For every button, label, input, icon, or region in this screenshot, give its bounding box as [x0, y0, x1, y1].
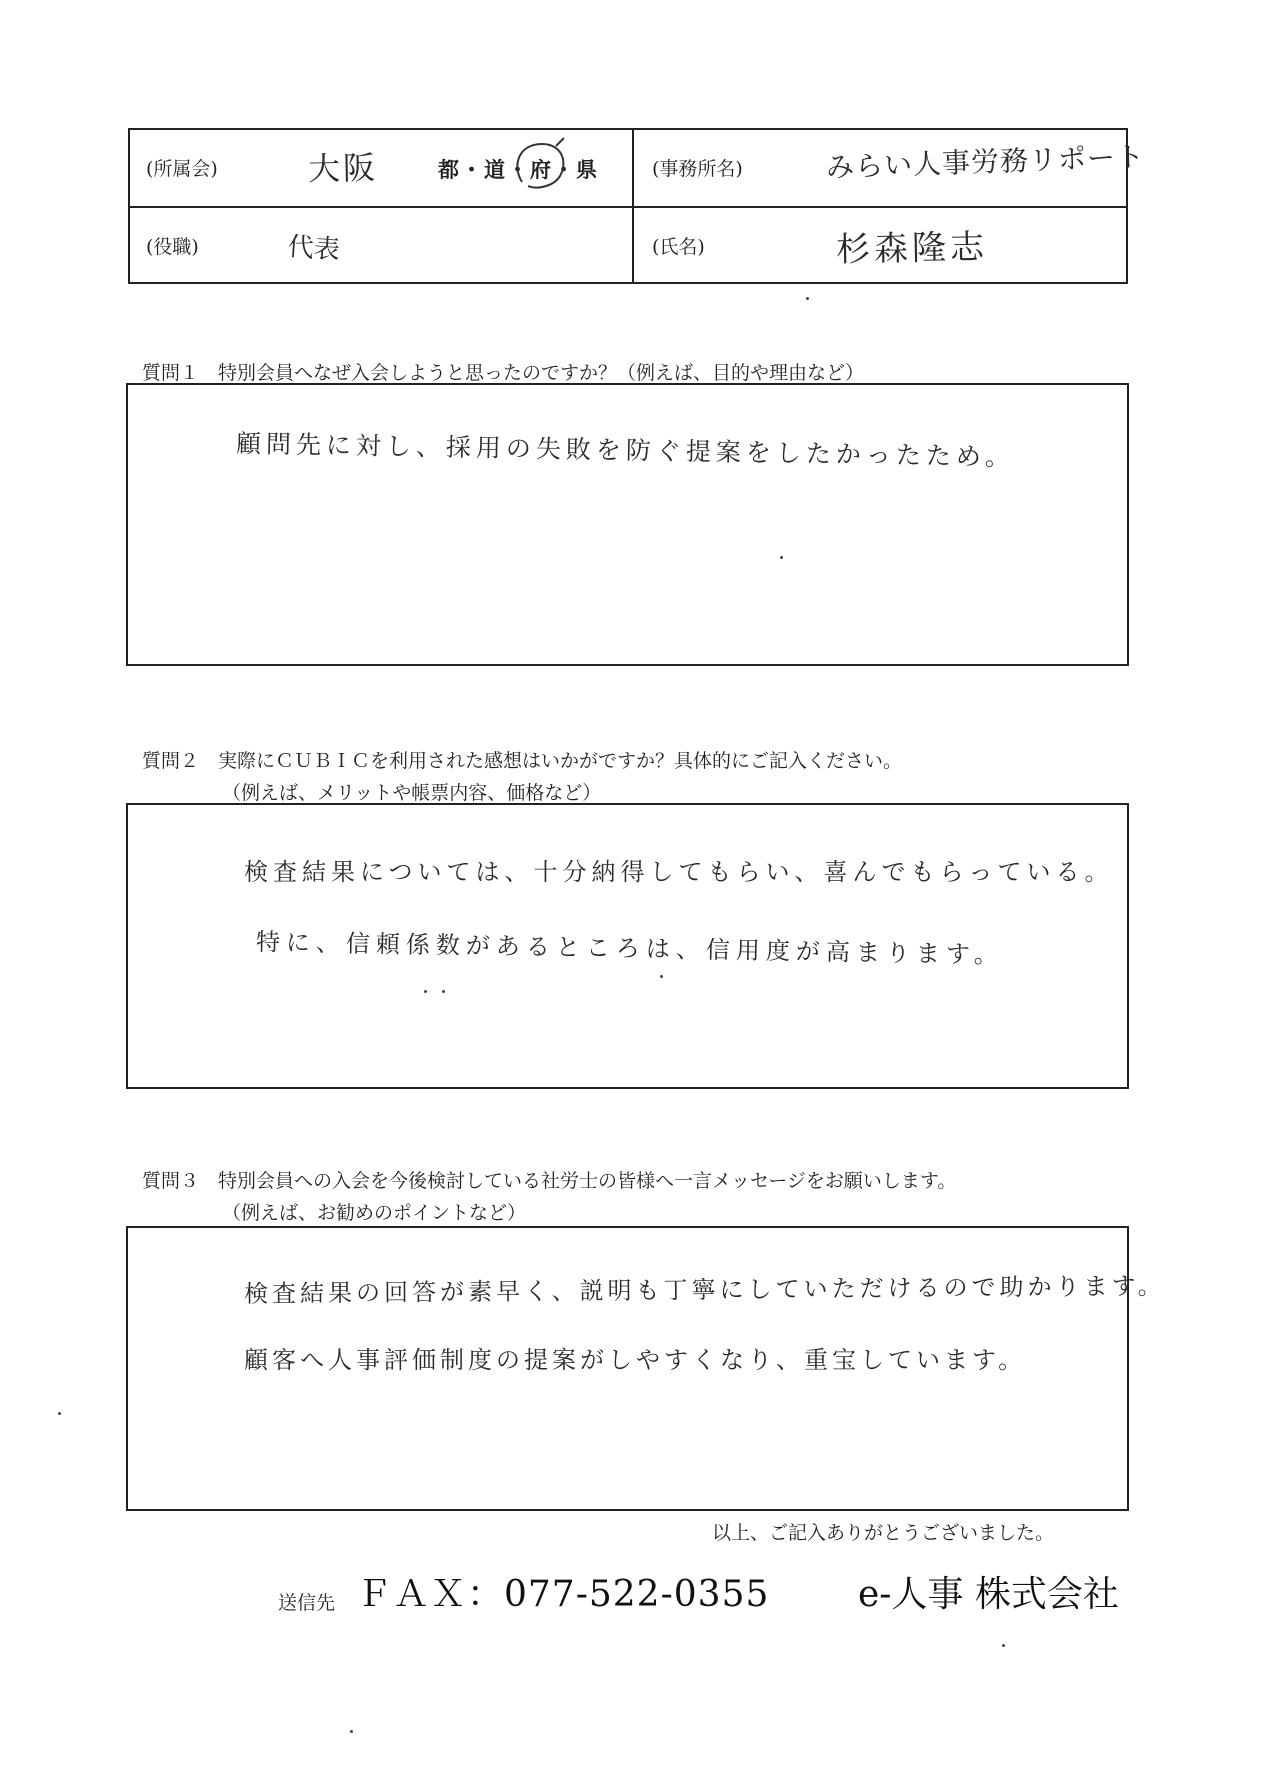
table-divider-horizontal: [130, 206, 1126, 208]
send-to-label: 送信先: [278, 1592, 336, 1614]
fax-number: ＦＡＸ：077-522-0355: [356, 1574, 770, 1615]
prefecture-options: 都・道・府・県: [438, 157, 599, 182]
question-3-title: 質問３ 特別会員への入会を今後検討している社労士の皆様へ一言メッセージをお願いします。: [142, 1170, 957, 1192]
question-1-title: 質問１ 特別会員へなぜ入会しようと思ったのですか？（例えば、目的や理由など）: [142, 362, 865, 384]
question-3-answer-line-1: 検査結果の回答が素早く、説明も丁寧にしていただけるので助かります。: [243, 1271, 1166, 1308]
position-label: (役職): [146, 236, 199, 258]
scan-speck: [424, 990, 427, 993]
scan-speck: [1002, 1644, 1005, 1647]
selection-circle-mark: [508, 136, 572, 194]
question-3-subtitle: （例えば、お勧めのポイントなど）: [222, 1202, 527, 1224]
affiliation-value: 大阪: [307, 148, 379, 188]
scan-speck: [660, 975, 663, 978]
question-1-answer-line: 顧問先に対し、採用の失敗を防ぐ提案をしたかったため。: [235, 429, 1016, 472]
scan-speck: [350, 1730, 353, 1733]
scan-speck: [780, 556, 783, 559]
position-value: 代表: [286, 232, 341, 266]
scan-speck: [58, 1412, 61, 1415]
company-name: e-人事 株式会社: [858, 1574, 1119, 1615]
scan-speck: [806, 297, 809, 300]
office-label: (事務所名): [652, 158, 743, 180]
question-2-title: 質問２ 実際にＣＵＢＩＣを利用された感想はいかがですか？具体的にご記入ください。: [142, 750, 903, 772]
question-2-answer-line-1: 検査結果については、十分納得してもらい、喜んでもらっている。: [244, 858, 1114, 886]
scan-speck: [442, 990, 445, 993]
affiliation-label: (所属会): [146, 158, 218, 180]
question-2-subtitle: （例えば、メリットや帳票内容、価格など）: [222, 782, 602, 804]
closing-text: 以上、ご記入ありがとうございました。: [712, 1522, 1055, 1544]
question-3-answer-line-2: 顧客へ人事評価制度の提案がしやすくなり、重宝しています。: [244, 1346, 1027, 1374]
name-label: (氏名): [652, 236, 705, 258]
name-value: 杉森隆志: [835, 227, 989, 270]
question-2-answer-line-2: 特に、信頼係数があるところは、信用度が高まります。: [255, 928, 1005, 970]
office-value: みらい人事労務リポート: [825, 139, 1146, 184]
